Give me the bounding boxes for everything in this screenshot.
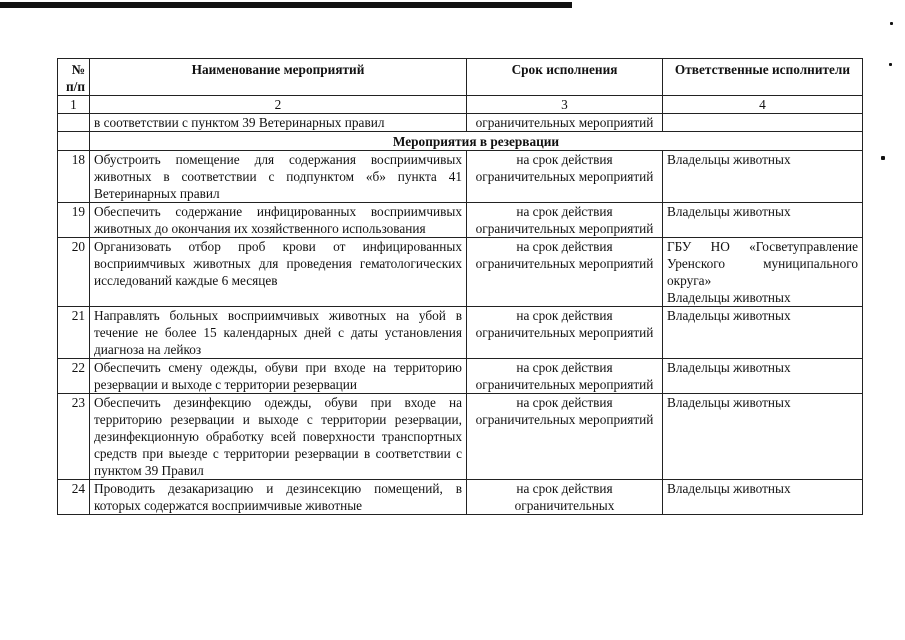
- scan-speck: [881, 156, 885, 160]
- measure-name: Проводить дезакаризацию и дезинсекцию помещений, в которых содержатся восприимчивые животные: [90, 480, 467, 515]
- table-row: [58, 394, 863, 480]
- table-row: [58, 359, 863, 394]
- column-number: 2: [90, 96, 467, 114]
- column-number-row: [58, 96, 863, 114]
- responsible-party: Владельцы животных: [667, 308, 791, 323]
- row-number: 23: [58, 394, 90, 480]
- measures-table: [57, 58, 863, 515]
- responsible-party: Владельцы животных: [667, 360, 791, 375]
- measure-responsible: [663, 203, 863, 238]
- measure-term: на срок действия ограничительных мероприятий: [467, 307, 663, 359]
- header-num: № п/п: [58, 59, 90, 96]
- measure-responsible: [663, 480, 863, 515]
- row-number: 21: [58, 307, 90, 359]
- header-name: Наименование мероприятий: [90, 59, 467, 96]
- row-number: 24: [58, 480, 90, 515]
- measure-responsible: [663, 359, 863, 394]
- section-blank: [58, 132, 90, 151]
- scan-speck: [890, 22, 893, 25]
- header-row: [58, 59, 863, 96]
- header-term: Срок исполнения: [467, 59, 663, 96]
- measure-name: Обустроить помещение для содержания восприимчивых животных в соответствии с подпунктом «б» пункта 41 Ветеринарных правил: [90, 151, 467, 203]
- measure-responsible: [663, 238, 863, 307]
- measure-responsible: [663, 151, 863, 203]
- row-number: 18: [58, 151, 90, 203]
- responsible-party: Владельцы животных: [667, 152, 791, 167]
- responsible-party: Владельцы животных: [667, 290, 791, 305]
- column-number: 1: [58, 96, 90, 114]
- row-number: 19: [58, 203, 90, 238]
- responsible-party: Владельцы животных: [667, 395, 791, 410]
- measure-term: на срок действия ограничительных: [467, 480, 663, 515]
- measure-term: на срок действия ограничительных мероприятий: [467, 151, 663, 203]
- measure-term: на срок действия ограничительных мероприятий: [467, 203, 663, 238]
- measure-responsible: [663, 307, 863, 359]
- measure-responsible: [663, 394, 863, 480]
- measure-rows: [58, 151, 863, 515]
- scan-top-edge: [0, 2, 572, 8]
- table-row: [58, 151, 863, 203]
- column-number: 4: [663, 96, 863, 114]
- scan-speck: [889, 63, 892, 66]
- measure-term: на срок действия ограничительных мероприятий: [467, 238, 663, 307]
- table-row: [58, 307, 863, 359]
- responsible-party: ГБУ НО «Госветуправление Уренского муниципального округа»: [667, 239, 858, 288]
- measure-name: Направлять больных восприимчивых животных на убой в течение не более 15 календарных дней с даты установления диагноза на лейкоз: [90, 307, 467, 359]
- section-row: [58, 132, 863, 151]
- table-row: [58, 203, 863, 238]
- table-row: [58, 238, 863, 307]
- measure-name: Организовать отбор проб крови от инфицированных восприимчивых животных для проведения гематологических исследований каждые 6 месяцев: [90, 238, 467, 307]
- section-title: Мероприятия в резервации: [90, 132, 863, 151]
- table-row: [58, 480, 863, 515]
- measure-responsible: [663, 114, 863, 132]
- measure-name: Обеспечить дезинфекцию одежды, обуви при входе на территорию резервации и выходе с территории резервации, дезинфекционную обработку всей поверхности транспортных средств при выезде с территории резервации в соответствии с пунктом 39 Правил: [90, 394, 467, 480]
- measure-name: Обеспечить смену одежды, обуви при входе на территорию резервации и выходе с территории резервации: [90, 359, 467, 394]
- measure-term: на срок действия ограничительных мероприятий: [467, 394, 663, 480]
- responsible-party: Владельцы животных: [667, 481, 791, 496]
- measure-term: на срок действия ограничительных мероприятий: [467, 359, 663, 394]
- column-number: 3: [467, 96, 663, 114]
- row-number: 22: [58, 359, 90, 394]
- responsible-party: Владельцы животных: [667, 204, 791, 219]
- continuation-row: [58, 114, 863, 132]
- row-number: [58, 114, 90, 132]
- measure-name: Обеспечить содержание инфицированных восприимчивых животных до окончания их хозяйственного использования: [90, 203, 467, 238]
- header-resp: Ответственные исполнители: [663, 59, 863, 96]
- measure-term: ограничительных мероприятий: [467, 114, 663, 132]
- measure-name: в соответствии с пунктом 39 Ветеринарных правил: [90, 114, 467, 132]
- row-number: 20: [58, 238, 90, 307]
